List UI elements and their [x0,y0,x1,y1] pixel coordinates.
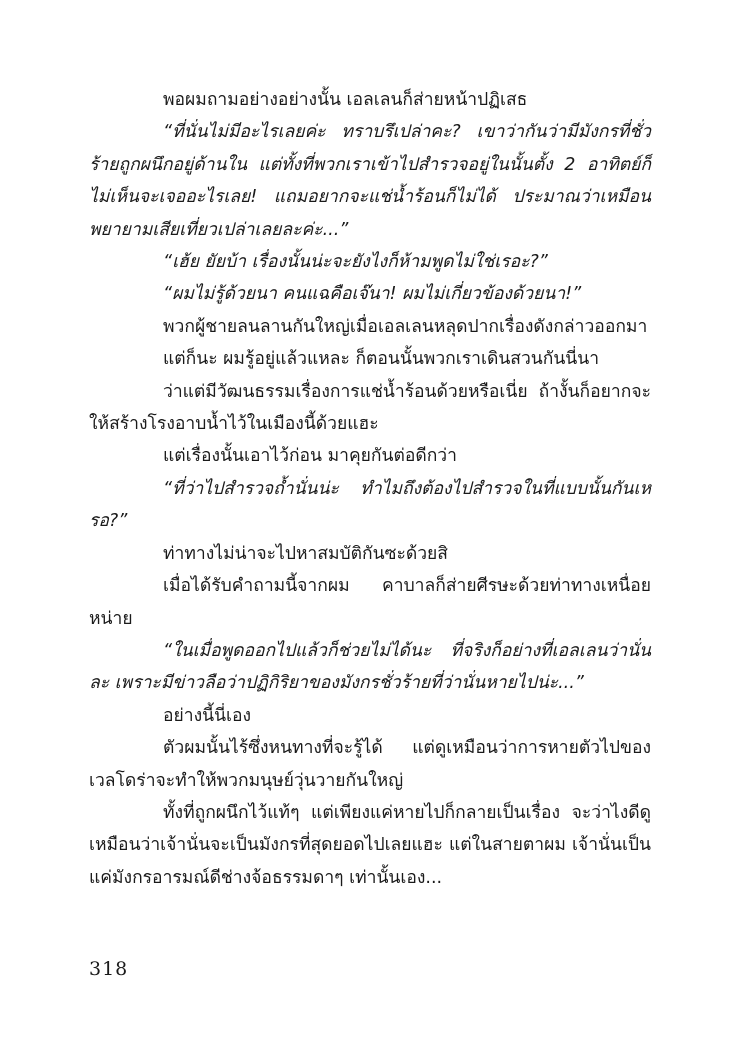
paragraph-11: เมื่อได้รับคำถามนี้จากผม คาบาลก็ส่ายศีรษะด้วยท่าทางเหนื่อยหน่าย [89,576,651,629]
paragraph-5: พวกผู้ชายลนลานกันใหญ่เมื่อเอลเลนหลุดปากเรื่องดังกล่าวออกมา [163,316,648,337]
paragraph-4: “ผมไม่รู้ด้วยนา คนแฉคือเจ๊นา! ผมไม่เกี่ยวข้องด้วยนา!” [163,284,582,305]
body-text [89,84,651,894]
paragraph-10: ท่าทางไม่น่าจะไปหาสมบัติกันซะด้วยสิ [163,543,448,564]
paragraph-3: “เฮ้ย ยัยบ้า เรื่องนั้นน่ะจะยังไงก็ห้ามพูดไม่ใช่เรอะ?” [163,252,548,273]
paragraph-9: “ที่ว่าไปสำรวจถ้ำนั่นน่ะ ทำไมถึงต้องไปสำรวจในที่แบบนั้นกันเหรอ?” [89,478,651,532]
paragraph-14: ตัวผมนั้นไร้ซึ่งหนทางที่จะรู้ได้ แต่ดูเหมือนว่าการหายตัวไปของเวลโดร่าจะทำให้พวกมนุษย์วุ่นวายกันใหญ่ [89,738,651,791]
paragraph-15: ทั้งที่ถูกผนึกไว้แท้ๆ แต่เพียงแค่หายไปก็กลายเป็นเรื่อง จะว่าไงดีดูเหมือนว่าเจ้านั่นจะเป็นมังกรที่สุดยอดไปเลยแฮะ แต่ในสายตาผม เจ้านั่นเป็นแค่มังกรอารมณ์ดีช่างจ้อธรรมดาๆ เท่านั้นเอง... [89,802,651,888]
paragraph-2: “ที่นั่นไม่มีอะไรเลยค่ะ ทราบรึเปล่าคะ? เขาว่ากันว่ามีมังกรที่ชั่วร้ายถูกผนึกอยู่ด้านใน แต่ทั้งที่พวกเราเข้าไปสำรวจอยู่ในนั้นตั้ง 2 อาทิตย์ก็ไม่เห็นจะเจออะไรเลย! แถมอยากจะแช่น้ำร้อนก็ไม่ได้ ประมาณว่าเหมือนพยายามเสียเที่ยวเปล่าเลยละค่ะ...” [89,122,651,240]
page-number: 318 [89,958,129,980]
paragraph-12: “ในเมื่อพูดออกไปแล้วก็ช่วยไม่ได้นะ ที่จริงก็อย่างที่เอลเลนว่านั่นละ เพราะมีข่าวลือว่าปฏิกิริยาของมังกรชั่วร้ายที่ว่านั่นหายไปน่ะ...” [89,640,651,694]
paragraph-6: แต่ก็นะ ผมรู้อยู่แล้วแหละ ก็ตอนนั้นพวกเราเดินสวนกันนี่นา [163,349,600,370]
paragraph-1: พอผมถามอย่างอย่างนั้น เอลเลนก็ส่ายหน้าปฏิเสธ [163,90,528,110]
paragraph-7: ว่าแต่มีวัฒนธรรมเรื่องการแช่น้ำร้อนด้วยหรือเนี่ย ถ้างั้นก็อยากจะให้สร้างโรงอาบน้ำไว้ในเมืองนี้ด้วยแฮะ [89,381,651,435]
paragraph-8: แต่เรื่องนั้นเอาไว้ก่อน มาคุยกันต่อดีกว่า [163,446,457,467]
paragraph-13: อย่างนี้นี่เอง [163,705,252,726]
